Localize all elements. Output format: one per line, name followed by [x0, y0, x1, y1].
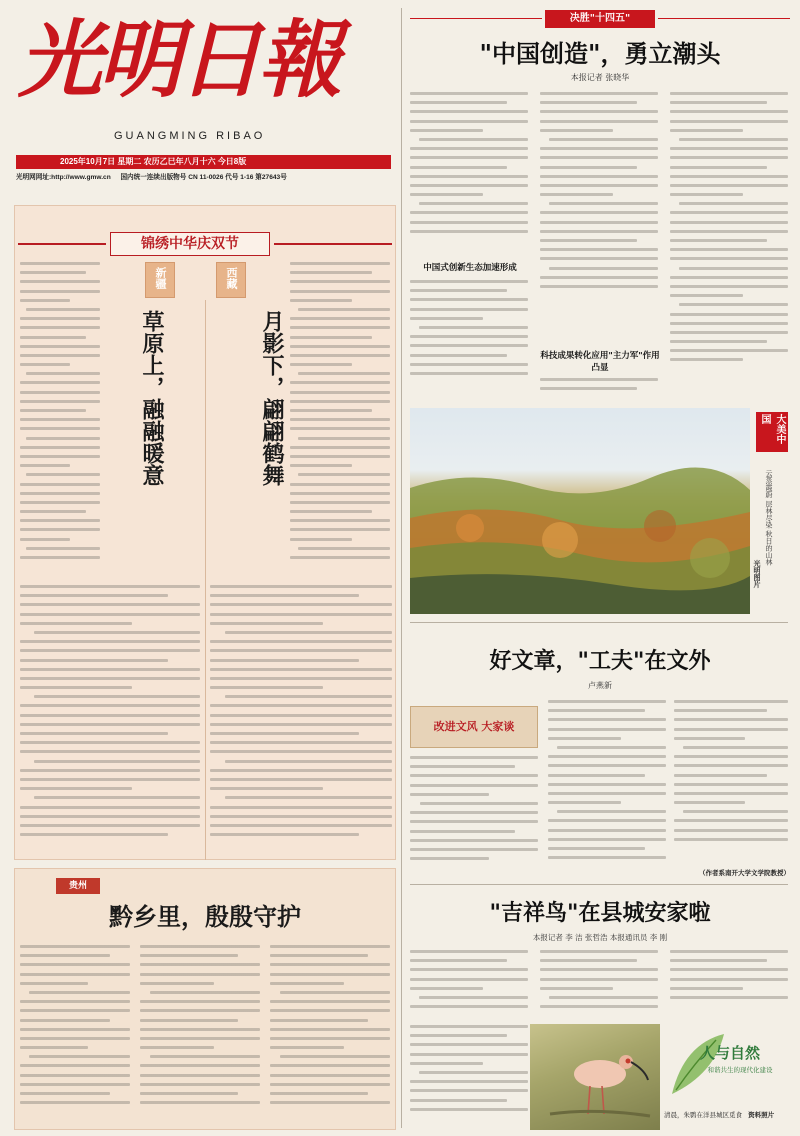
guizhou-headline: 黔乡里，殷殷守护: [109, 902, 301, 931]
tag-rule: [410, 18, 542, 19]
essay-author: 卢燕新: [588, 681, 612, 690]
date-bar: [16, 155, 391, 169]
main-byline: 本报记者 张晓华: [570, 73, 630, 82]
ibis-illustration: [530, 1024, 660, 1130]
guizhou-text-col1: [20, 945, 130, 1125]
main-headline: "中国创造"，勇立潮头: [479, 39, 721, 68]
main-text-col1: [410, 92, 528, 252]
web-address: 光明网网址:http://www.gmw.cn: [16, 174, 111, 181]
bird-credit: 资料照片: [748, 1111, 775, 1119]
landscape-photo: [410, 408, 750, 614]
banner-rule-right: [274, 243, 392, 245]
bird-text-col3: [670, 950, 788, 1010]
guizhou-text-col2: [140, 945, 260, 1125]
essay-footer: （作者系南开大学文学院教授）: [699, 869, 790, 877]
masthead: [16, 10, 396, 190]
masthead-title: 光明日報: [18, 10, 339, 109]
bird-text-col4: [410, 1025, 528, 1125]
bird-photo: [530, 1024, 660, 1130]
essay-text-col3: [674, 700, 788, 860]
xizang-region-label: 西藏: [225, 267, 238, 289]
xizang-text-col2: [210, 585, 392, 855]
guizhou-region-badge: [56, 878, 100, 894]
bird-byline: 本报记者 李 洁 张哲浩 本报通讯员 李 刚: [532, 933, 668, 942]
section-tag: [545, 10, 655, 28]
photo-credit: 光明图片: [753, 560, 762, 588]
xinjiang-headline: 草原上，融融暖意: [139, 310, 165, 486]
photo-label: 大美中国: [759, 414, 785, 444]
xinjiang-text-col1: [20, 262, 100, 582]
banner-text: 锦绣中华庆双节: [141, 236, 239, 252]
nature-tag: 人与自然: [700, 1044, 761, 1062]
main-text-col3: [670, 92, 788, 392]
bird-caption: [664, 1110, 788, 1120]
xinjiang-text-col2: [20, 585, 200, 855]
main-text-col2: [540, 92, 658, 342]
xizang-region-badge: [216, 262, 246, 298]
banner-rule-left: [18, 243, 106, 245]
issue-number: 国内统一连续出版物号 CN 11-0026 代号 1-16 第27643号: [120, 174, 287, 181]
essay-badge-text: 改进文风 大家谈: [433, 720, 515, 733]
landscape-illustration: [410, 408, 750, 614]
subhead-ecosystem: 中国式创新生态加速形成: [423, 263, 517, 273]
nature-graphic: [664, 1024, 788, 1104]
xinjiang-region-badge: [145, 262, 175, 298]
essay-badge: [410, 706, 538, 748]
bird-text-col2: [540, 950, 658, 1020]
main-text-col2b: [540, 378, 658, 398]
bird-caption-text: 清晨，朱鹮在洋县城区觅食: [664, 1111, 742, 1119]
section-banner: [110, 232, 270, 256]
date-line: 2025年10月7日 星期二 农历乙巳年八月十六 今日8版: [60, 157, 247, 166]
bird-text-col1: [410, 950, 528, 1020]
photo-caption: 云蒸霞蔚 层林尽染 秋日的山林: [765, 470, 773, 566]
section-separator: [410, 622, 788, 623]
tag-rule-right: [658, 18, 790, 19]
xizang-text-col: [290, 262, 390, 582]
xinjiang-region-label: 新疆: [154, 267, 167, 289]
nature-sub: 和谐共生的现代化建设: [707, 1066, 773, 1074]
masthead-pinyin: GUANGMING RIBAO: [114, 130, 266, 142]
bird-headline: "吉祥鸟"在县城安家啦: [489, 900, 711, 926]
essay-headline: 好文章，"工夫"在文外: [489, 648, 711, 674]
main-text-col1b: [410, 280, 528, 390]
section-separator-2: [410, 884, 788, 885]
left-column-divider: [205, 300, 206, 860]
section-tag-text: 决胜"十四五": [569, 13, 631, 24]
xizang-headline: 月影下，翩翩鹤舞: [259, 310, 285, 486]
leaf-icon: [664, 1024, 788, 1104]
essay-text-col2: [548, 700, 666, 880]
column-divider: [401, 8, 402, 1128]
photo-label-badge: [756, 412, 788, 452]
essay-text-col1: [410, 756, 538, 876]
subhead-transfer: 科技成果转化应用"主力军"作用凸显: [540, 351, 660, 373]
guizhou-text-col3: [270, 945, 390, 1125]
publication-info: [16, 173, 396, 183]
guizhou-region-label: 贵州: [68, 881, 87, 891]
